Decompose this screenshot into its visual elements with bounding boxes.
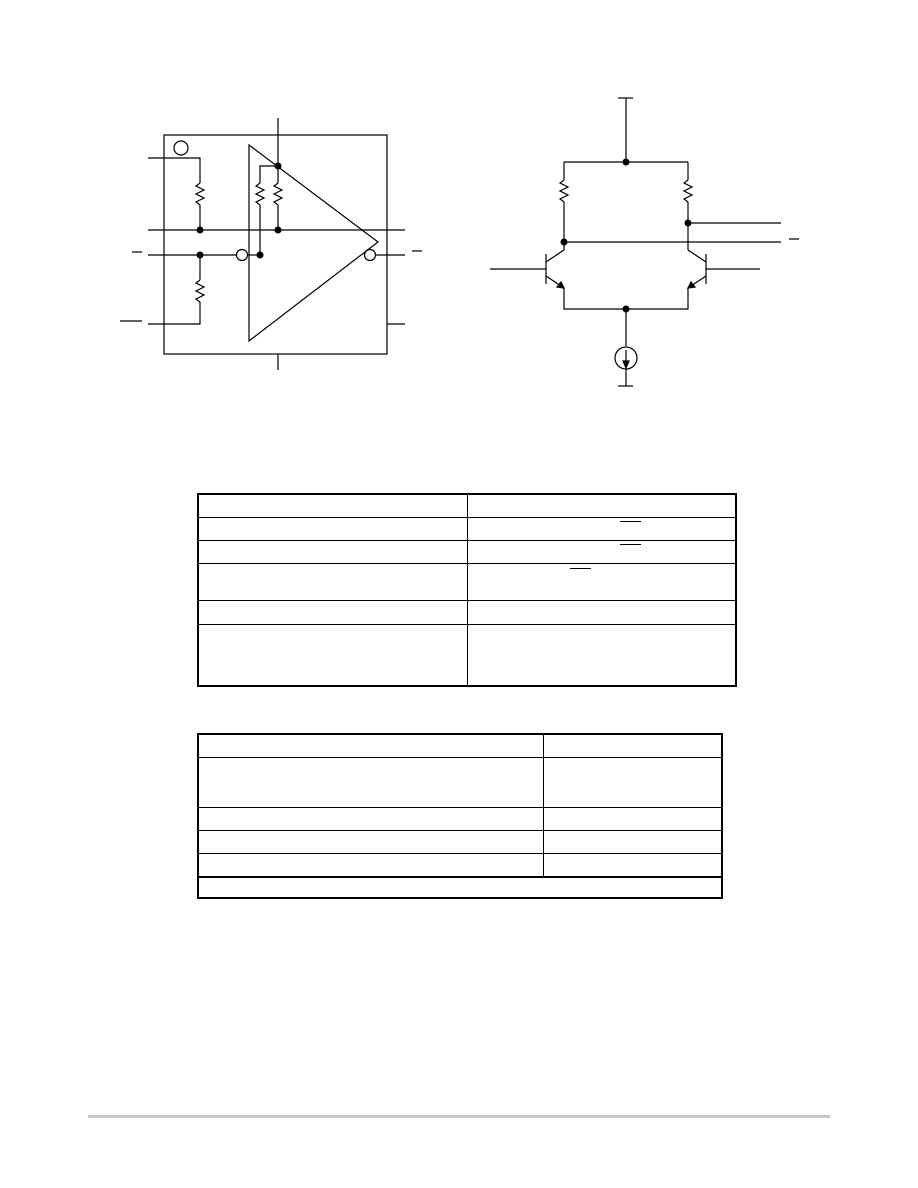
table-one-row [199, 563, 735, 564]
table-one-row [199, 600, 735, 601]
collector-resistor-left [560, 180, 568, 202]
table-two-row [199, 876, 721, 878]
resistor-inner-left [256, 183, 264, 205]
right-schematic-dots [561, 159, 692, 313]
table-one-column-divider [467, 495, 468, 685]
right-schematic [490, 98, 799, 386]
input-lead-top [148, 158, 200, 183]
table-two [197, 733, 723, 899]
table-one [197, 493, 737, 687]
table-two-row [199, 853, 721, 854]
resistor-upper-left [196, 183, 204, 205]
inverting-input-bubble [237, 250, 248, 261]
left-schematic-dots [197, 163, 282, 259]
overbar-mark [620, 544, 641, 545]
output-bubble [365, 250, 376, 261]
overbar-mark [570, 568, 591, 569]
footer-rule [88, 1115, 830, 1118]
table-one-row [199, 540, 735, 541]
buffer-triangle [249, 145, 378, 341]
table-two-row [199, 807, 721, 808]
resistor-inner-right [274, 183, 282, 205]
input-lead-bottom [148, 302, 200, 324]
left-schematic [120, 118, 422, 370]
pin-one-marker [174, 141, 188, 155]
table-one-row [199, 517, 735, 518]
resistor-lower-left [196, 280, 204, 302]
table-one-row [199, 624, 735, 625]
table-two-row [199, 757, 721, 758]
collector-resistor-right [684, 180, 692, 202]
table-two-row [199, 830, 721, 831]
overbar-mark [620, 521, 641, 522]
